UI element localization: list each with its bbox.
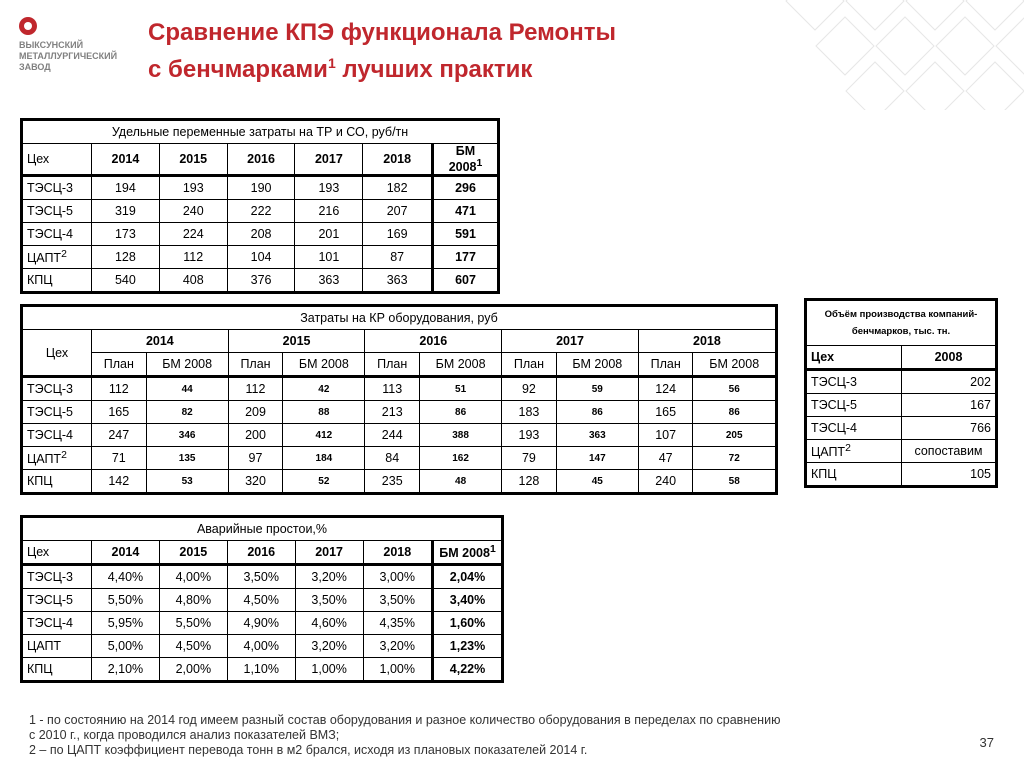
bm-cell: 147	[556, 447, 638, 470]
table-row	[22, 424, 777, 447]
table-row	[22, 658, 503, 682]
bm-cell: 58	[693, 470, 777, 494]
plan-cell: 165	[92, 401, 147, 424]
bm-cell: 177	[433, 246, 499, 269]
plan-cell: 71	[92, 447, 147, 470]
bm-cell: 53	[146, 470, 228, 494]
bm-cell: 88	[283, 401, 365, 424]
volume-cell: 766	[902, 417, 997, 440]
bm-header: БМ 2008	[283, 353, 365, 377]
unit-costs-table: Удельные переменные затраты на ТР и СО, руб/тн Цех 2014 2015 2016 2017 2018 БМ 2008$^1$ ТЭСЦ-3 194 193 190 193 182 296 ТЭСЦ-5 319 240 222 216 207 471 ТЭСЦ-4 173 224 208 201 169 591 ЦАПТ$^2$ 128 112 104 101 87 177 КПЦ 540 408 376 363 363 607	[20, 118, 500, 294]
bm-cell: 162	[420, 447, 502, 470]
table-cell: 5,50%	[159, 612, 227, 635]
bm-cell: 72	[693, 447, 777, 470]
volume-cell: 167	[902, 394, 997, 417]
plan-cell: 112	[92, 377, 147, 401]
row-label: ЦАПТ$^2$	[22, 447, 92, 470]
plan-cell: 247	[92, 424, 147, 447]
table-cell: 193	[159, 176, 227, 200]
bm-cell: 1,23%	[433, 635, 503, 658]
bm-cell: 412	[283, 424, 365, 447]
plan-cell: 193	[502, 424, 557, 447]
table-cell: 4,00%	[227, 635, 295, 658]
table-row	[22, 635, 503, 658]
table-cell: 363	[295, 269, 363, 293]
row-label: КПЦ	[22, 470, 92, 494]
table-cell: 1,00%	[363, 658, 432, 682]
plan-cell: 107	[638, 424, 693, 447]
table-row	[806, 394, 997, 417]
bm-cell: 59	[556, 377, 638, 401]
table-cell: 194	[92, 176, 160, 200]
table-cell: 193	[295, 176, 363, 200]
bm-cell: 591	[433, 223, 499, 246]
table-cell: 4,80%	[159, 589, 227, 612]
table-row	[22, 176, 499, 200]
row-label: ТЭСЦ-3	[22, 565, 92, 589]
bm-cell: 388	[420, 424, 502, 447]
row-label: КПЦ	[22, 269, 92, 293]
plan-cell: 165	[638, 401, 693, 424]
table-cell: 112	[159, 246, 227, 269]
table-cell: 101	[295, 246, 363, 269]
table-cell: 208	[227, 223, 295, 246]
row-label: ТЭСЦ-5	[806, 394, 902, 417]
bm-cell: 42	[283, 377, 365, 401]
plan-cell: 84	[365, 447, 420, 470]
table-cell: 3,20%	[295, 635, 363, 658]
table-row	[22, 612, 503, 635]
plan-cell: 124	[638, 377, 693, 401]
bm-cell: 48	[420, 470, 502, 494]
table-cell: 319	[92, 200, 160, 223]
table-cell: 3,20%	[295, 565, 363, 589]
plan-cell: 213	[365, 401, 420, 424]
table-cell: 2,10%	[92, 658, 160, 682]
table-cell: 5,95%	[92, 612, 160, 635]
unit-costs-caption: Удельные переменные затраты на ТР и СО, руб/тн	[22, 120, 499, 144]
table-row	[22, 401, 777, 424]
table-cell: 3,50%	[227, 565, 295, 589]
plan-cell: 240	[638, 470, 693, 494]
row-label: ТЭСЦ-4	[806, 417, 902, 440]
table-cell: 4,40%	[92, 565, 160, 589]
table-cell: 190	[227, 176, 295, 200]
row-label: ЦАПТ$^2$	[806, 440, 902, 463]
row-label: ТЭСЦ-4	[22, 223, 92, 246]
row-label: ТЭСЦ-3	[22, 176, 92, 200]
table-row	[22, 447, 777, 470]
table-cell: 4,00%	[159, 565, 227, 589]
plan-cell: 113	[365, 377, 420, 401]
table-cell: 3,50%	[295, 589, 363, 612]
table-cell: 240	[159, 200, 227, 223]
plan-cell: 244	[365, 424, 420, 447]
bm-cell: 607	[433, 269, 499, 293]
row-label: ТЭСЦ-3	[22, 377, 92, 401]
table-row	[806, 440, 997, 463]
plan-cell: 320	[228, 470, 283, 494]
plan-header: План	[228, 353, 283, 377]
bm-cell: 363	[556, 424, 638, 447]
plan-header: План	[638, 353, 693, 377]
row-label: КПЦ	[22, 658, 92, 682]
table-cell: 173	[92, 223, 160, 246]
table-row	[806, 463, 997, 487]
table-cell: 540	[92, 269, 160, 293]
table-cell: 207	[363, 200, 433, 223]
volume-cell: 202	[902, 370, 997, 394]
bm-cell: 86	[556, 401, 638, 424]
overhaul-costs-table: Затраты на КР оборудования, руб Цех 2014 2015 2016 2017 2018 План БМ 2008 План БМ 2008 План БМ 2008 План БМ 2008 План БМ 2008 ТЭСЦ-3 112 44 112 42 113 51 92 59 124 56 ТЭСЦ-5 165 82 209 88 213 86 183 86 165 86 ТЭСЦ-4 247 346 200 412 244 388 193 363 107 205 ЦАПТ$^2$ 71 135 97 184 84 162 79 147 47 72 КПЦ 142 53 320 52 235 48 128 45 240 58	[20, 304, 778, 495]
plan-cell: 200	[228, 424, 283, 447]
plan-cell: 209	[228, 401, 283, 424]
row-label: ЦАПТ$^2$	[22, 246, 92, 269]
company-logo-icon	[19, 17, 37, 35]
table-cell: 363	[363, 269, 433, 293]
table-row	[806, 417, 997, 440]
bm-cell: 4,22%	[433, 658, 503, 682]
plan-header: План	[92, 353, 147, 377]
table-cell: 3,50%	[363, 589, 432, 612]
table-cell: 408	[159, 269, 227, 293]
bm-cell: 471	[433, 200, 499, 223]
plan-cell: 92	[502, 377, 557, 401]
volume-cell: 105	[902, 463, 997, 487]
bm-cell: 1,60%	[433, 612, 503, 635]
bm-cell: 51	[420, 377, 502, 401]
bm-cell: 82	[146, 401, 228, 424]
table-cell: 1,10%	[227, 658, 295, 682]
table-row	[22, 269, 499, 293]
downtime-caption: Аварийные простои,%	[22, 517, 503, 541]
bm-cell: 44	[146, 377, 228, 401]
table-cell: 4,90%	[227, 612, 295, 635]
bm-cell: 3,40%	[433, 589, 503, 612]
table-cell: 182	[363, 176, 433, 200]
table-row	[806, 370, 997, 394]
bm-cell: 2,04%	[433, 565, 503, 589]
bm-header: БМ 2008	[693, 353, 777, 377]
row-label: ЦАПТ	[22, 635, 92, 658]
bm-cell: 135	[146, 447, 228, 470]
row-label: ТЭСЦ-4	[22, 612, 92, 635]
table-cell: 4,60%	[295, 612, 363, 635]
bm-cell: 86	[420, 401, 502, 424]
table-cell: 5,00%	[92, 635, 160, 658]
table-cell: 3,00%	[363, 565, 432, 589]
plan-header: План	[365, 353, 420, 377]
row-label: ТЭСЦ-4	[22, 424, 92, 447]
table-cell: 222	[227, 200, 295, 223]
table-cell: 87	[363, 246, 433, 269]
table-cell: 376	[227, 269, 295, 293]
table-cell: 128	[92, 246, 160, 269]
overhaul-costs-caption: Затраты на КР оборудования, руб	[22, 306, 777, 330]
footnotes: 1 - по состоянию на 2014 год имеем разный состав оборудования и разное количество оборудования в переделах по сравнению с 2010 г., когда проводился анализ показателей ВМЗ; 2 – по ЦАПТ коэффициент перевода тонн в м2 брался, исходя из плановых показателей 2014 г.	[29, 713, 781, 757]
row-label: ТЭСЦ-5	[22, 589, 92, 612]
table-row	[22, 223, 499, 246]
company-logo-text: ВЫКСУНСКИЙ МЕТАЛЛУРГИЧЕСКИЙ ЗАВОД	[19, 40, 118, 72]
bm-header: БМ 2008	[556, 353, 638, 377]
table-cell: 4,50%	[159, 635, 227, 658]
table-cell: 1,00%	[295, 658, 363, 682]
background-pattern	[774, 0, 1024, 110]
table-cell: 201	[295, 223, 363, 246]
plan-cell: 128	[502, 470, 557, 494]
table-cell: 216	[295, 200, 363, 223]
page-title: Сравнение КПЭ функционала Ремонты с бенчмарками$^1$ лучших практик	[148, 19, 616, 83]
table-row	[22, 565, 503, 589]
plan-header: План	[502, 353, 557, 377]
bm-cell: 346	[146, 424, 228, 447]
bm-cell: 205	[693, 424, 777, 447]
table-row	[22, 470, 777, 494]
bm-header: БМ 2008	[420, 353, 502, 377]
table-row	[22, 377, 777, 401]
volume-cell: сопоставим	[902, 440, 997, 463]
table-row	[22, 589, 503, 612]
benchmark-volume-table: Объём производства компаний- бенчмарков, тыс. тн. Цех 2008 ТЭСЦ-3 202 ТЭСЦ-5 167 ТЭСЦ-4 766 ЦАПТ$^2$ сопоставим КПЦ 105	[804, 298, 998, 488]
bm-cell: 45	[556, 470, 638, 494]
downtime-table: Аварийные простои,% Цех 2014 2015 2016 2017 2018 БМ 2008$^1$ ТЭСЦ-3 4,40% 4,00% 3,50% 3,20% 3,00% 2,04% ТЭСЦ-5 5,50% 4,80% 4,50% 3,50% 3,50% 3,40% ТЭСЦ-4 5,95% 5,50% 4,90% 4,60% 4,35% 1,60% ЦАПТ 5,00% 4,50% 4,00% 3,20% 3,20% 1,23% КПЦ 2,10% 2,00% 1,10% 1,00% 1,00% 4,22%	[20, 515, 504, 683]
row-label: КПЦ	[806, 463, 902, 487]
plan-cell: 97	[228, 447, 283, 470]
plan-cell: 235	[365, 470, 420, 494]
bm-cell: 184	[283, 447, 365, 470]
table-cell: 5,50%	[92, 589, 160, 612]
table-row	[22, 200, 499, 223]
plan-cell: 79	[502, 447, 557, 470]
bm-cell: 52	[283, 470, 365, 494]
bm-cell: 56	[693, 377, 777, 401]
bm-header: БМ 2008	[146, 353, 228, 377]
row-label: ТЭСЦ-5	[22, 200, 92, 223]
table-cell: 104	[227, 246, 295, 269]
table-cell: 3,20%	[363, 635, 432, 658]
plan-cell: 183	[502, 401, 557, 424]
row-label: ТЭСЦ-5	[22, 401, 92, 424]
plan-cell: 142	[92, 470, 147, 494]
plan-cell: 47	[638, 447, 693, 470]
table-row	[22, 246, 499, 269]
table-cell: 4,35%	[363, 612, 432, 635]
page-number: 37	[979, 735, 994, 750]
bm-cell: 296	[433, 176, 499, 200]
table-cell: 2,00%	[159, 658, 227, 682]
bm-cell: 86	[693, 401, 777, 424]
table-cell: 4,50%	[227, 589, 295, 612]
plan-cell: 112	[228, 377, 283, 401]
table-cell: 224	[159, 223, 227, 246]
row-label: ТЭСЦ-3	[806, 370, 902, 394]
table-cell: 169	[363, 223, 433, 246]
